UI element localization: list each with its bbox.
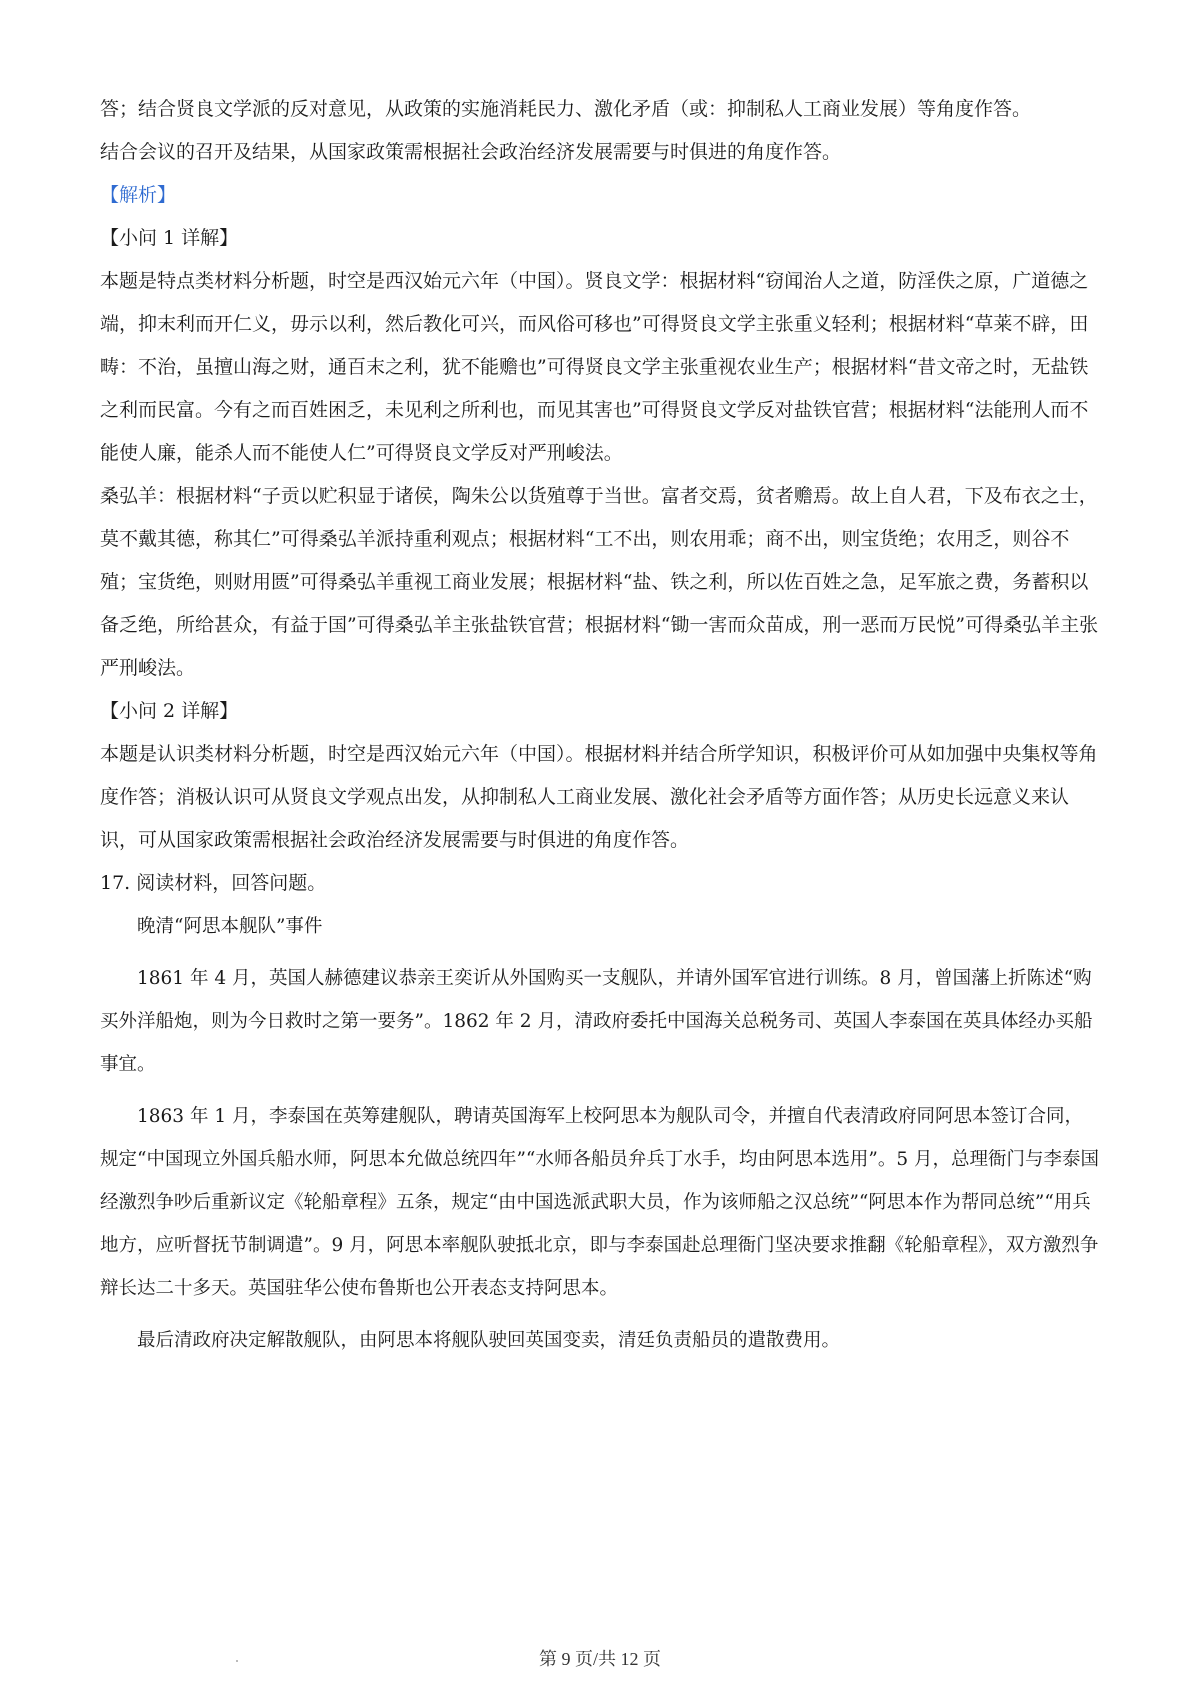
page-number-footer: 第 9 页/共 12 页 <box>538 1649 661 1669</box>
analysis-paragraph-1: 本题是特点类材料分析题，时空是西汉始元六年（中国）。贤良文学：根据材料“窃闻治人之道，防淫佚之原，广道德之端，抑末利而开仁义，毋示以利，然后教化可兴，而风俗可移也”可得贤良文学主张重义轻利；根据材料“草莱不辟，田畴：不治，虽擅山海之财，通百末之利，犹不能赡也”可得贤良文学主张重视农业生产；根据材料“昔文帝之时，无盐铁之利而民富。今有之而百姓困乏，未见利之所利也，而见其害也”可得贤良文学反对盐铁官营；根据材料“法能刑人而不能使人廉，能杀人而不能使人仁”可得贤良文学反对严刑峻法。 <box>100 270 1089 464</box>
answer-paragraph-2: 结合会议的召开及结果，从国家政策需根据社会政治经济发展需要与时俱进的角度作答。 <box>100 141 842 163</box>
analysis-paragraph-2: 桑弘羊：根据材料“子贡以贮积显于诸侯，陶朱公以货殖尊于当世。富者交焉，贫者赡焉。故上自人君，下及布衣之士，莫不戴其德，称其仁”可得桑弘羊派持重利观点；根据材料“工不出，则农用乖；商不出，则宝货绝；农用乏，则谷不殖；宝货绝，则财用匮”可得桑弘羊重视工商业发展；根据材料“盐、铁之利，所以佐百姓之急，足军旅之费，务蓄积以备乏绝，所给甚众，有益于国”可得桑弘羊主张盐铁官营；根据材料“锄一害而众苗成，刑一恶而万民悦”可得桑弘羊主张严刑峻法。 <box>100 485 1099 679</box>
material-paragraph-2: 1863 年 1 月，李泰国在英筹建舰队，聘请英国海军上校阿思本为舰队司令，并擅自代表清政府同阿思本签订合同，规定“中国现立外国兵船水师，阿思本允做总统四年”“水师各船员弁兵丁水手，均由阿思本选用”。5 月，总理衙门与李泰国经激烈争吵后重新议定《轮船章程》五条，规定“由中国选派武职大员，作为该师船之汉总统”“阿思本作为帮同总统”“用兵地方，应听督抚节制调遣”。9 月，阿思本率舰队驶抵北京，即与李泰国赴总理衙门坚决要求推翻《轮船章程》，双方激烈争辩长达二十多天。英国驻华公使布鲁斯也公开表态支持阿思本。 <box>100 1106 1099 1299</box>
analysis-paragraph-3: 本题是认识类材料分析题，时空是西汉始元六年（中国）。根据材料并结合所学知识，积极评价可从如加强中央集权等角度作答；消极认识可从贤良文学观点出发，从抑制私人工商业发展、激化社会矛盾等方面作答；从历史长远意义来认识，可从国家政策需根据社会政治经济发展需要与时俱进的角度作答。 <box>100 743 1098 851</box>
material-title: 晚清“阿思本舰队”事件 <box>137 916 323 937</box>
question-17-prompt: 17. 阅读材料，回答问题。 <box>100 872 327 894</box>
answer-paragraph-1: 答；结合贤良文学派的反对意见，从政策的实施消耗民力、激化矛盾（或：抑制私人工商业发展）等角度作答。 <box>100 98 1032 120</box>
material-paragraph-1: 1861 年 4 月，英国人赫德建议恭亲王奕䜣从外国购买一支舰队，并请外国军官进行训练。8 月，曾国藩上折陈述“购买外洋船炮，则为今日救时之第一要务”。1862 年 2 月，清政府委托中国海关总税务司、英国人李泰国在英具体经办买船事宜。 <box>100 968 1093 1075</box>
sub-question-2-heading: 【小问 2 详解】 <box>100 700 239 722</box>
material-paragraph-3: 最后清政府决定解散舰队，由阿思本将舰队驶回英国变卖，清廷负责船员的遣散费用。 <box>137 1330 841 1351</box>
sub-question-1-heading: 【小问 1 详解】 <box>100 227 239 249</box>
analysis-heading: 【解析】 <box>100 184 177 206</box>
page-content <box>100 88 1100 1362</box>
